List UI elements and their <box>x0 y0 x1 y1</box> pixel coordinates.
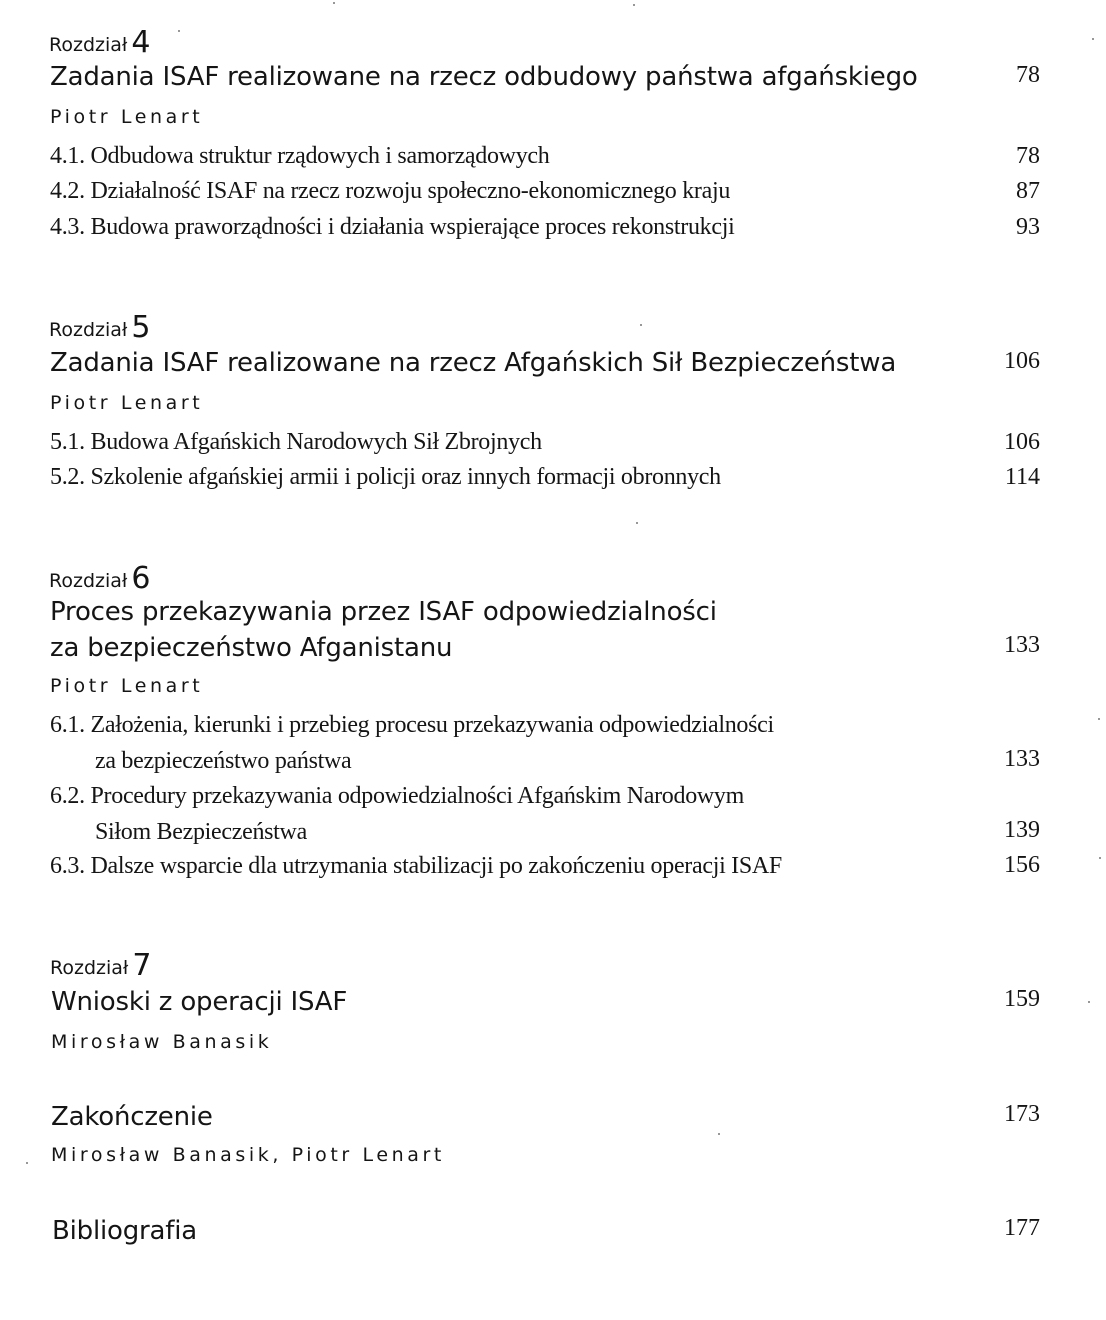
closing-author: Mirosław Banasik, Piotr Lenart <box>51 1144 445 1166</box>
scan-speck <box>26 1162 28 1164</box>
chapter-page-number: 159 <box>1004 986 1040 1012</box>
section-page-number: 78 <box>1016 143 1040 169</box>
scan-speck <box>640 324 642 326</box>
closing-title[interactable]: Zakończenie <box>51 1102 213 1132</box>
section-item[interactable]: 6.2. Procedury przekazywania odpowiedzialności Afgańskim Narodowym <box>50 783 745 809</box>
closing-page-number: 173 <box>1004 1101 1040 1127</box>
chapter-label <box>49 24 150 59</box>
scan-speck <box>1088 1001 1090 1003</box>
scan-speck <box>1099 857 1101 859</box>
scan-speck <box>1098 718 1100 720</box>
chapter-title[interactable]: Zadania ISAF realizowane na rzecz Afgańskich Sił Bezpieczeństwa <box>50 348 897 378</box>
section-item-continuation[interactable]: za bezpieczeństwo państwa <box>95 748 352 774</box>
scan-speck <box>633 4 635 6</box>
section-page-number: 93 <box>1016 214 1040 240</box>
chapter-author: Piotr Lenart <box>50 675 204 697</box>
chapter-page-number: 133 <box>1004 632 1040 658</box>
section-item[interactable]: 6.1. Założenia, kierunki i przebieg procesu przekazywania odpowiedzialności <box>50 712 774 738</box>
section-item-continuation[interactable]: Siłom Bezpieczeństwa <box>95 819 307 845</box>
section-item[interactable]: 6.3. Dalsze wsparcie dla utrzymania stabilizacji po zakończeniu operacji ISAF <box>50 853 782 879</box>
chapter-title-line-1[interactable]: Proces przekazywania przez ISAF odpowiedzialności <box>50 597 717 627</box>
chapter-author: Piotr Lenart <box>50 106 204 128</box>
chapter-label <box>49 560 150 595</box>
chapter-number: 5 <box>131 310 151 345</box>
chapter-page-number: 106 <box>1004 348 1040 374</box>
chapter-title[interactable]: Wnioski z operacji ISAF <box>51 987 348 1017</box>
chapter-number: 6 <box>131 561 151 596</box>
chapter-title-line-2[interactable]: za bezpieczeństwo Afganistanu <box>50 633 453 663</box>
section-page-number: 139 <box>1004 817 1040 843</box>
chapter-label-text: Rozdział <box>49 34 128 56</box>
scan-speck <box>333 2 335 4</box>
section-item[interactable]: 4.1. Odbudowa struktur rządowych i samorządowych <box>50 143 550 169</box>
section-item[interactable]: 5.2. Szkolenie afgańskiej armii i policji oraz innych formacji obronnych <box>50 464 721 490</box>
chapter-number: 7 <box>132 948 152 983</box>
bibliography-title[interactable]: Bibliografia <box>52 1216 197 1246</box>
chapter-title[interactable]: Zadania ISAF realizowane na rzecz odbudowy państwa afgańskiego <box>50 62 918 92</box>
chapter-label <box>50 947 151 982</box>
chapter-label <box>49 309 150 344</box>
section-item[interactable]: 4.3. Budowa praworządności i działania wspierające proces rekonstrukcji <box>50 214 735 240</box>
chapter-label-text: Rozdział <box>49 319 128 341</box>
section-page-number: 106 <box>1004 429 1040 455</box>
chapter-author: Mirosław Banasik <box>51 1031 273 1053</box>
section-page-number: 133 <box>1004 746 1040 772</box>
chapter-label-text: Rozdział <box>49 570 128 592</box>
chapter-number: 4 <box>131 25 151 60</box>
section-page-number: 87 <box>1016 178 1040 204</box>
chapter-label-text: Rozdział <box>50 957 129 979</box>
chapter-author: Piotr Lenart <box>50 392 204 414</box>
section-page-number: 114 <box>1004 464 1040 490</box>
scan-speck <box>1092 38 1094 40</box>
scan-speck <box>718 1133 720 1135</box>
scan-speck <box>636 522 638 524</box>
section-item[interactable]: 4.2. Działalność ISAF na rzecz rozwoju społeczno-ekonomicznego kraju <box>50 178 731 204</box>
chapter-page-number: 78 <box>1016 62 1040 88</box>
section-item[interactable]: 5.1. Budowa Afgańskich Narodowych Sił Zbrojnych <box>50 429 542 455</box>
bibliography-page-number: 177 <box>1004 1215 1040 1241</box>
scan-speck <box>178 30 180 32</box>
section-page-number: 156 <box>1004 852 1040 878</box>
